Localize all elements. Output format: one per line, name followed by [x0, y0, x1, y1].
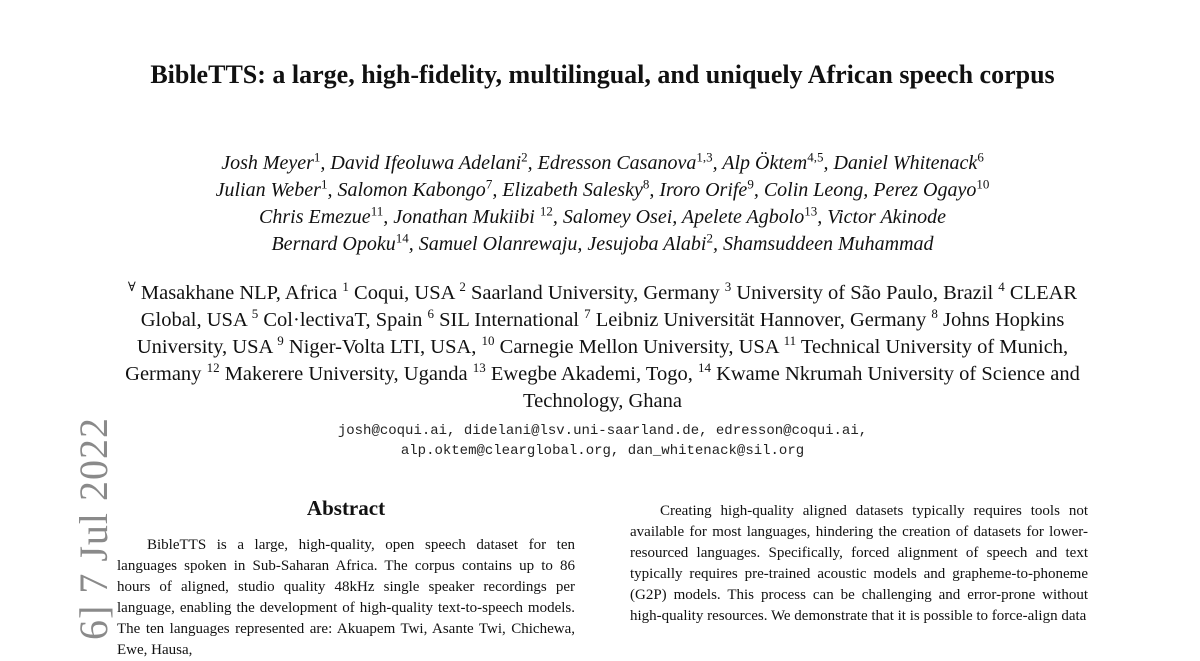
email-line-1: josh@coqui.ai, didelani@lsv.uni-saarland.de, edresson@coqui.ai, — [337, 423, 868, 439]
affiliation-list — [100, 280, 1105, 415]
author-affiliation-marker: 2 — [521, 149, 528, 165]
author-affiliation-marker: 2 — [706, 230, 713, 246]
affiliation-marker: 6 — [427, 306, 435, 322]
author-name: Alp Öktem — [722, 152, 808, 174]
affiliation-marker: 9 — [277, 333, 284, 349]
affiliation-name: Kwame Nkrumah University of Science and Technology, Ghana — [523, 363, 1080, 412]
affiliation-name: Johns Hopkins University, USA — [136, 309, 1065, 358]
author-name: Salomey Osei — [562, 206, 673, 228]
affiliation-marker: 11 — [783, 333, 797, 349]
author-affiliation-marker: 14 — [395, 230, 409, 246]
author-name: Shamsuddeen Muhammad — [722, 233, 934, 255]
affiliation-marker: 12 — [206, 360, 220, 376]
affiliation-name: CLEAR Global, USA — [140, 282, 1078, 331]
author-name: Victor Akinode — [827, 206, 946, 228]
affiliation-marker: 8 — [931, 306, 938, 322]
affiliation-marker: 10 — [481, 333, 495, 349]
author-name: Josh Meyer — [221, 152, 314, 174]
author-name: Apelete Agbolo — [681, 206, 805, 228]
affiliation-name: Saarland University, Germany — [471, 282, 720, 304]
intro-paragraph: Creating high-quality aligned datasets typically requires tools not available for most languages, hindering the creation of datasets for lower-resourced languages. Specifically, forced alignment of speech and text typically requires pre-trained acoustic models and grapheme-to-phoneme (G2P) models. This process can be challenging and error-prone without high-quality resources. We demonstrate that it is possible to force-align data — [630, 503, 1088, 624]
affiliation-marker: 5 — [251, 306, 259, 322]
abstract-text: BibleTTS is a large, high-quality, open speech dataset for ten languages spoken in Sub-Saharan Africa. The corpus contains up to 86 hours of aligned, studio quality 48kHz single speaker recordings per language, enabling the development of high-quality text-to-speech models. The ten languages represented are: Akuapem Twi, Asante Twi, Chichewa, Ewe, Hausa, — [117, 537, 575, 658]
author-name: Perez Ogayo — [873, 179, 977, 201]
author-affiliation-marker: 6 — [977, 149, 984, 165]
affiliation-marker: 3 — [724, 279, 732, 295]
arxiv-side-stamp — [22, 417, 116, 648]
author-affiliation-marker: 12 — [539, 203, 553, 219]
author-name: Julian Weber — [215, 179, 321, 201]
author-affiliation-marker: 4,5 — [807, 149, 824, 165]
author-name: Iroro Orife — [659, 179, 748, 201]
author-affiliation-marker: 13 — [804, 203, 818, 219]
affiliation-name: University of São Paulo, Brazil — [736, 282, 994, 304]
author-affiliation-marker: 1 — [313, 149, 321, 165]
author-name: Edresson Casanova — [537, 152, 697, 174]
affiliation-marker: 2 — [459, 279, 466, 295]
affiliation-marker: ∀ — [127, 279, 136, 295]
affiliation-name: Ewegbe Akademi, Togo, — [490, 363, 693, 385]
author-affiliation-marker: 9 — [747, 176, 754, 192]
affiliation-name: Niger-Volta LTI, USA, — [288, 336, 477, 358]
arxiv-stamp-text: 6] 7 Jul 2022 — [71, 417, 116, 640]
affiliation-marker: 7 — [584, 306, 591, 322]
author-name: Daniel Whitenack — [833, 152, 978, 174]
affiliation-name: Technical University of Munich, Germany — [125, 336, 1069, 385]
author-affiliation-marker: 1,3 — [696, 149, 713, 165]
affiliation-marker: 4 — [998, 279, 1005, 295]
affiliation-name: Masakhane NLP, Africa — [140, 282, 338, 304]
author-name: Samuel Olanrewaju — [418, 233, 578, 255]
author-name: Bernard Opoku — [271, 233, 396, 255]
affiliation-name: SIL International — [439, 309, 580, 331]
author-affiliation-marker: 8 — [642, 176, 650, 192]
author-affiliation-marker: 7 — [485, 176, 493, 192]
affiliation-marker: 13 — [472, 360, 486, 376]
author-name: Chris Emezue — [259, 206, 371, 228]
affiliation-name: Carnegie Mellon University, USA — [499, 336, 779, 358]
author-name: Salomon Kabongo — [337, 179, 486, 201]
author-affiliation-marker: 11 — [370, 203, 384, 219]
author-name: Colin Leong — [763, 179, 864, 201]
affiliation-marker: 14 — [697, 360, 711, 376]
affiliation-marker: 1 — [342, 279, 349, 295]
abstract-heading: Abstract — [306, 496, 386, 520]
email-block — [100, 421, 1105, 461]
author-name: Jesujoba Alabi — [587, 233, 707, 255]
author-name: Elizabeth Salesky — [502, 179, 643, 201]
affiliation-name: Coqui, USA — [354, 282, 455, 304]
email-line-2: alp.oktem@clearglobal.org, dan_whitenack@sil.org — [400, 443, 805, 459]
affiliation-name: Col·lectivaT, Spain — [263, 309, 423, 331]
paper-title: BibleTTS: a large, high-fidelity, multilingual, and uniquely African speech corpus — [150, 60, 1055, 89]
author-affiliation-marker: 1 — [320, 176, 328, 192]
affiliation-name: Leibniz Universität Hannover, Germany — [595, 309, 927, 331]
author-name: Jonathan Mukiibi — [393, 206, 540, 228]
author-list: Josh Meyer$^1$, David Ifeoluwa Adelani$^2$, Edresson Casanova$^{1,3}$, Alp Öktem$^{4,5}$, Daniel Whitenack$^6$ Julian Weber$^1$, Salomon Kabongo$^7$, Elizabeth Salesky$^8$, Iroro Orife$^9$, Colin Leong, Perez Ogayo$^{10}$ Chris Emezue$^{11}$, Jonathan Mukiibi $^{12}$, Salomey Osei, Apelete Agbolo$^{13}$, Victor Akinode Bernard Opoku$^{14}$, Samuel Olanrewaju, Jesujoba Alabi$^2$, Shamsuddeen Muhammad — [215, 149, 990, 255]
author-name: David Ifeoluwa Adelani — [330, 152, 522, 174]
affiliation-name: Makerere University, Uganda — [224, 363, 468, 385]
author-affiliation-marker: 10 — [976, 176, 990, 192]
